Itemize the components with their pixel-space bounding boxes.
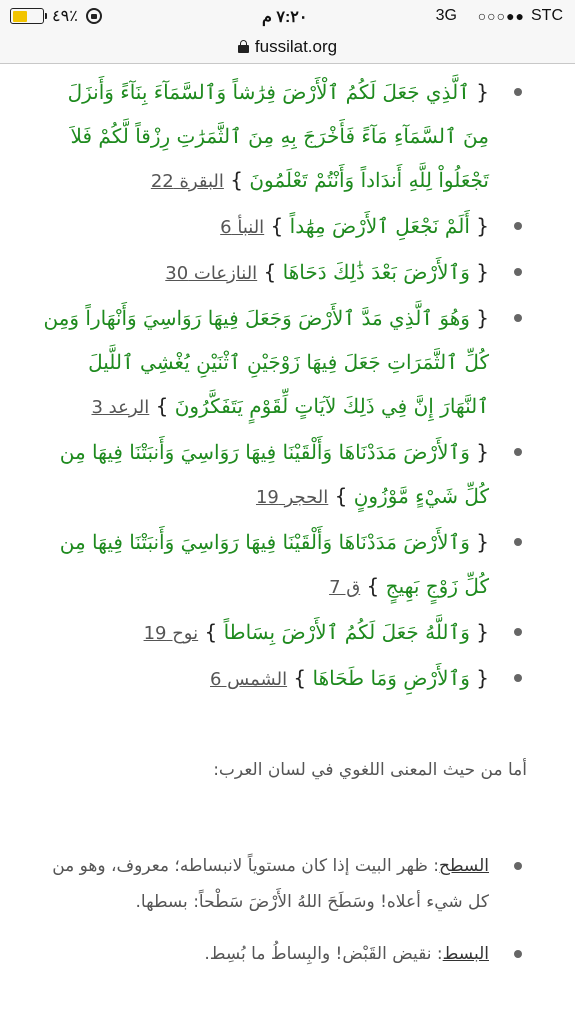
- close-brace: }: [149, 394, 175, 418]
- verse-reference-link[interactable]: الرعد 3: [91, 397, 150, 418]
- verse-reference-link[interactable]: الحجر 19: [255, 487, 329, 508]
- verse-item: [38, 250, 557, 296]
- verse-list: [0, 70, 575, 702]
- definition-text: : ظهر البيت إذا كان مستوياً لانبساطه؛ معروف، وهو من كل شيء أعلاه! وسَطَحَ اللهُ الأَرْضَ سَطْحاً: بسطها.: [52, 856, 489, 912]
- status-bar: [0, 0, 575, 30]
- close-brace: }: [328, 484, 354, 508]
- verse-text: أَلَمْ نَجْعَلِ ٱلأَرْضَ مِهَٰداً: [289, 214, 470, 238]
- verse-item: [38, 610, 557, 656]
- verse-item: [38, 296, 557, 430]
- close-brace: }: [198, 620, 224, 644]
- definition-text: : نقيض القَبْض! والبِساطُ ما بُسِط.: [204, 944, 443, 964]
- verse-item: [38, 204, 557, 250]
- definition-item: [30, 936, 557, 972]
- close-brace: }: [264, 214, 290, 238]
- open-brace: {: [469, 440, 489, 464]
- close-brace: }: [257, 260, 283, 284]
- definition-list: [0, 848, 575, 972]
- definition-term-link[interactable]: البسط: [442, 944, 489, 964]
- verse-reference-link[interactable]: النازعات 30: [165, 263, 258, 284]
- verse-item: [38, 430, 557, 520]
- open-brace: {: [469, 620, 489, 644]
- battery-percent: ٤٩٪: [52, 8, 78, 25]
- close-brace: }: [287, 666, 313, 690]
- verse-reference-link[interactable]: نوح 19: [143, 623, 199, 644]
- padlock-icon: [238, 40, 249, 53]
- open-brace: {: [469, 214, 489, 238]
- open-brace: {: [469, 80, 489, 104]
- verse-text: وَهُوَ ٱلَّذِي مَدَّ ٱلأَرْضَ وَجَعَلَ فِيهَا رَوَاسِيَ وَأَنْهَاراً وَمِن كُلِّ ٱلثَّمَرَاتِ جَعَلَ فِيهَا زَوْجَيْنِ ٱثْنَيْنِ يُغْشِي ٱللَّيلَ ٱلنَّهَارَ إِنَّ فِي ذَلِكَ لآيَاتٍ لِّقَوْمٍ يَتَفَكَّرُونَ: [43, 306, 489, 418]
- verse-text: وَٱلأَرْضَ مَدَدْنَاهَا وَأَلْقَيْنَا فِيهَا رَوَاسِيَ وَأَنبَتْنَا فِيهَا مِن كُلِّ زَوْجٍ بَهِيجٍ: [59, 530, 489, 598]
- close-brace: }: [223, 168, 250, 192]
- clock: ٧:٢٠ م: [262, 9, 308, 26]
- article-content: [0, 70, 575, 972]
- verse-reference-link[interactable]: ق 7: [329, 577, 361, 598]
- verse-reference-link[interactable]: البقرة 22: [150, 171, 224, 192]
- verse-item: [38, 520, 557, 610]
- battery-fill: [13, 11, 27, 22]
- signal-strength-icon: ○○○●●: [477, 8, 525, 24]
- open-brace: {: [469, 260, 489, 284]
- url-domain[interactable]: fussilat.org: [254, 36, 338, 56]
- carrier-info: [478, 7, 563, 25]
- open-brace: {: [469, 530, 489, 554]
- address-bar[interactable]: [0, 30, 575, 64]
- verse-item: [38, 656, 557, 702]
- definition-item: [30, 848, 557, 920]
- verse-text: وَٱلأَرْضِ وَمَا طَحَاهَا: [312, 666, 470, 690]
- verse-text: وَٱلأَرْضَ مَدَدْنَاهَا وَأَلْقَيْنَا فِيهَا رَوَاسِيَ وَأَنبَتْنَا فِيهَا مِن كُلِّ شَيْءٍ مَّوْزُونٍ: [59, 440, 489, 508]
- status-right-group: [10, 6, 102, 26]
- open-brace: {: [469, 306, 489, 330]
- intro-text: أما من حيث المعنى اللغوي في لسان العرب:: [213, 760, 527, 780]
- network-type: 3G: [435, 7, 457, 24]
- open-brace: {: [469, 666, 489, 690]
- verse-text: وَٱللَّهُ جَعَلَ لَكُمُ ٱلأَرْضَ بِسَاطاً: [223, 620, 470, 644]
- battery-icon: [10, 8, 44, 24]
- rotation-lock-icon: [86, 8, 102, 24]
- verse-item: [38, 70, 557, 204]
- verse-text: وَٱلأَرْضَ بَعْدَ ذَٰلِكَ دَحَاهَا: [282, 260, 470, 284]
- verse-reference-link[interactable]: النبأ 6: [220, 217, 265, 238]
- verse-text: ٱلَّذِي جَعَلَ لَكُمُ ٱلْأَرْضَ فِرَٰشاً وَٱلسَّمَآءَ بِنَآءً وَأَنزَلَ مِنَ ٱلسَّمَآءِ مَآءً فَأَخْرَجَ بِهِ مِنَ ٱلثَّمَرَٰتِ رِزْقاً لَّكُمْ فَلاَ تَجْعَلُواْ لِلَّهِ أَندَاداً وَأَنْتُمْ تَعْلَمُونَ: [67, 80, 489, 192]
- close-brace: }: [360, 574, 386, 598]
- definition-term-link[interactable]: السطح: [439, 856, 489, 876]
- verse-reference-link[interactable]: الشمس 6: [210, 669, 288, 690]
- carrier-name: STC: [531, 7, 563, 24]
